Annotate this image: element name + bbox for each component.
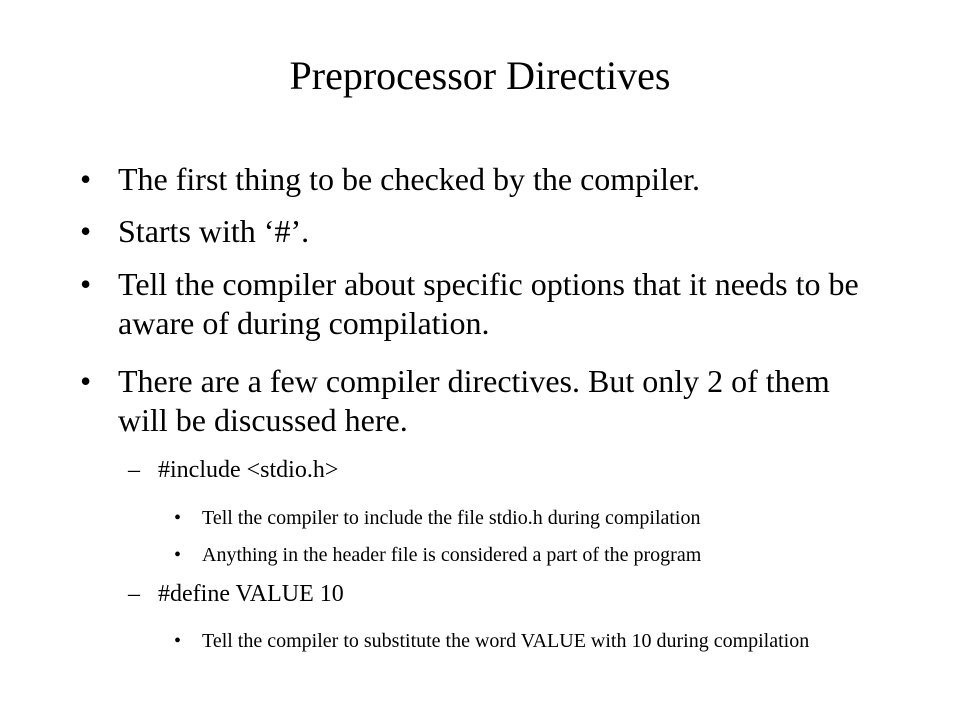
bullet-marker: • <box>80 363 92 399</box>
bullet-marker: • <box>174 544 182 566</box>
bullet-text: The first thing to be checked by the compiler. <box>118 161 701 197</box>
sub-item-text: #include <stdio.h> <box>158 457 339 483</box>
bullet-marker: • <box>80 213 92 249</box>
bullet-text: There are a few compiler directives. But only 2 of them will be discussed here. <box>118 363 830 438</box>
bullet-marker: • <box>80 266 92 302</box>
sub-item-text: #define VALUE 10 <box>158 581 344 607</box>
dash-marker: – <box>128 457 140 483</box>
slide-title: Preprocessor Directives <box>289 53 671 98</box>
bullet-marker: • <box>174 507 182 529</box>
bullet-text: Tell the compiler about specific options that it needs to be aware of during compilation. <box>118 266 859 341</box>
bullet-marker: • <box>174 630 182 652</box>
dash-marker: – <box>128 581 140 607</box>
detail-text: Tell the compiler to substitute the word VALUE with 10 during compilation <box>202 630 810 652</box>
detail-text: Tell the compiler to include the file stdio.h during compilation <box>202 507 701 529</box>
bullet-text: Starts with ‘#’. <box>118 213 310 249</box>
detail-text: Anything in the header file is considered a part of the program <box>202 544 702 566</box>
bullet-marker: • <box>80 161 92 197</box>
